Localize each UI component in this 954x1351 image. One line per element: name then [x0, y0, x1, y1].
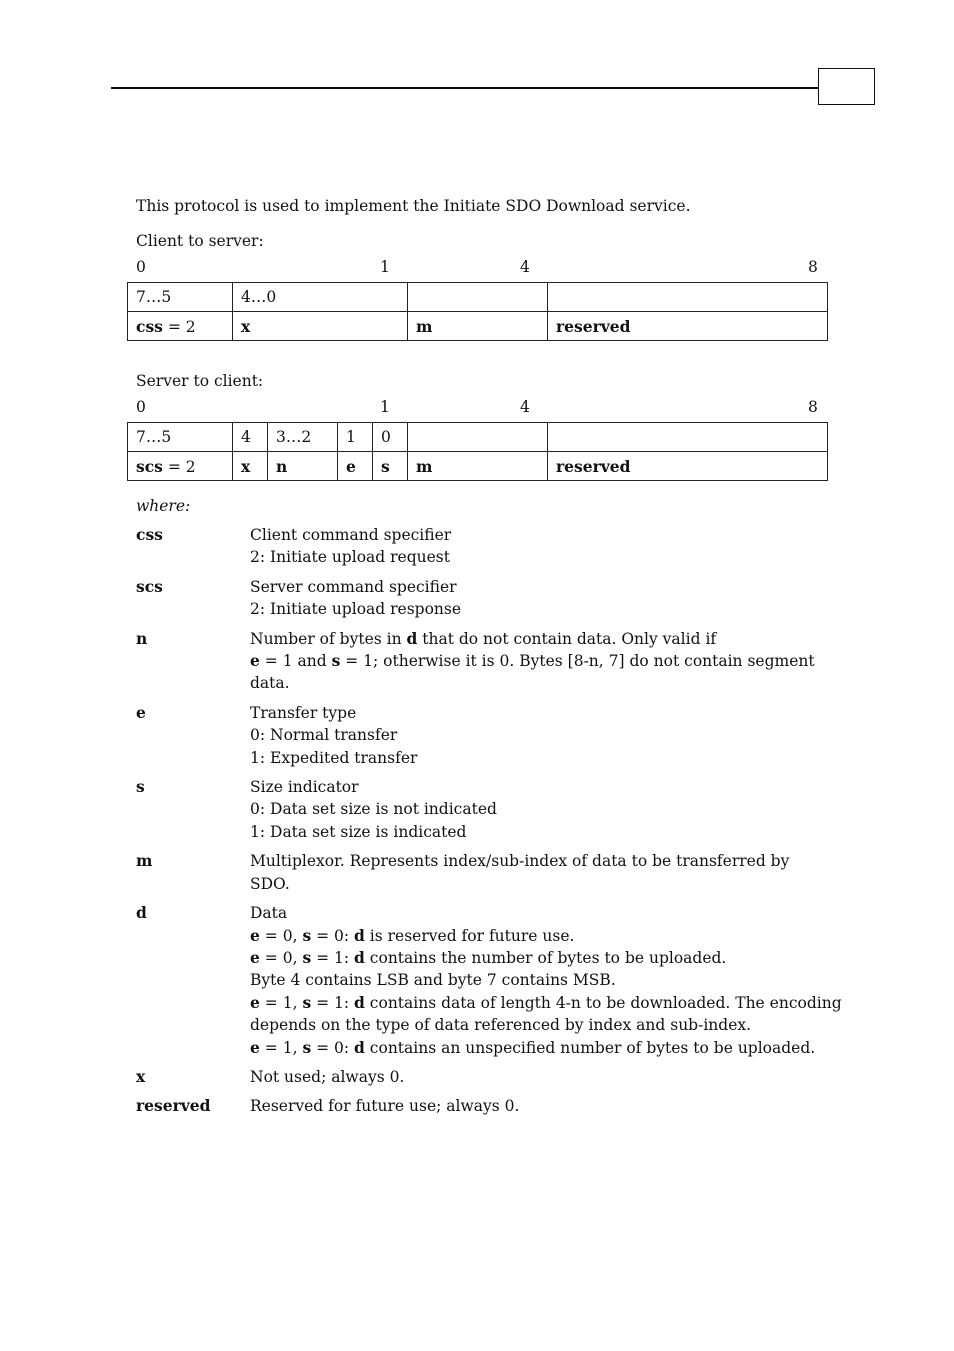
server-byte-1: 1: [380, 398, 390, 416]
definition-body: [250, 1095, 826, 1117]
symbol-text: s: [302, 1037, 312, 1057]
intro-text: This protocol is used to implement the Initiate SDO Download service.: [136, 197, 691, 215]
definition-line: [250, 546, 826, 568]
cell: 7…5: [128, 283, 233, 312]
server-byte-8: 8: [808, 398, 818, 416]
field-m: m: [416, 316, 433, 336]
definition-row: [136, 1066, 826, 1088]
definition-body: [250, 850, 826, 895]
description-text: that do not contain data. Only valid if: [417, 629, 717, 648]
symbol-text: e: [250, 947, 260, 967]
cell: 4: [233, 423, 268, 452]
definition-line: [250, 576, 826, 598]
cell: [128, 452, 233, 481]
definition-row: [136, 702, 826, 769]
client-byte-4: 4: [520, 258, 530, 276]
symbol-text: e: [250, 925, 260, 945]
definition-term: n: [136, 628, 148, 648]
description-text: Client command specifier: [250, 526, 452, 544]
description-text: contains the number of bytes to be uploaded.: [364, 948, 727, 967]
description-text: 1: Expedited transfer: [250, 748, 418, 767]
cell: [548, 452, 828, 481]
cell: 3…2: [268, 423, 338, 452]
field-x: x: [241, 316, 251, 336]
definition-term: scs: [136, 576, 163, 596]
description-text: Data: [250, 904, 288, 923]
definition-line: [250, 798, 826, 820]
definition-body: [250, 1066, 826, 1088]
server-bit-row: [128, 423, 828, 452]
cell: [338, 452, 373, 481]
description-text: = 0:: [311, 926, 355, 945]
definition-row: [136, 576, 826, 621]
symbol-text: e: [250, 992, 260, 1012]
cell: 0: [373, 423, 408, 452]
description-text: Reserved for future use; always 0.: [250, 1097, 520, 1116]
definition-line: [250, 672, 826, 694]
description-text: contains an unspecified number of bytes to be uploaded.: [364, 1038, 816, 1057]
cell: [408, 423, 548, 452]
cell: [408, 452, 548, 481]
definition-term: css: [136, 525, 163, 544]
definition-term: d: [136, 903, 147, 923]
definition-body: [250, 902, 842, 1059]
definition-line: [250, 850, 826, 872]
field-reserved: reserved: [556, 456, 631, 476]
client-bit-row: [128, 283, 828, 312]
description-text: SDO.: [250, 874, 290, 893]
field-n: n: [276, 456, 288, 476]
definition-line: [250, 947, 842, 969]
definition-row: [136, 902, 842, 1059]
symbol-text: s: [331, 651, 341, 671]
cell: [373, 452, 408, 481]
field-x: x: [241, 456, 251, 476]
cell: 1: [338, 423, 373, 452]
field-css: css: [136, 316, 163, 336]
definition-line: [250, 628, 826, 650]
cell: [233, 452, 268, 481]
definition-body: [250, 702, 826, 769]
definition-row: [136, 628, 826, 695]
definition-line: [250, 969, 842, 991]
client-field-row: [128, 312, 828, 341]
description-text: is reserved for future use.: [364, 926, 575, 945]
cell: [268, 452, 338, 481]
description-text: = 1; otherwise it is 0. Bytes [8-n, 7] do not contain segment: [340, 652, 815, 671]
definition-line: [250, 873, 826, 895]
description-text: = 1 and: [259, 652, 332, 671]
definition-line: [250, 776, 826, 798]
description-text: = 0,: [259, 926, 303, 945]
definition-row: [136, 524, 826, 569]
cell: 4…0: [233, 283, 408, 312]
description-text: 0: Data set size is not indicated: [250, 800, 497, 819]
definition-body: [250, 776, 826, 843]
symbol-text: e: [250, 651, 260, 671]
definition-body: [250, 524, 826, 569]
client-frame-table: [127, 282, 828, 341]
client-byte-1: 1: [380, 258, 390, 276]
where-label: where:: [136, 497, 191, 515]
description-text: = 0,: [259, 948, 303, 967]
definition-line: [250, 1014, 842, 1036]
description-text: data.: [250, 674, 290, 693]
description-text: = 0:: [311, 1038, 355, 1057]
client-byte-0: 0: [136, 258, 146, 276]
definition-term: e: [136, 702, 146, 722]
definition-line: [250, 1066, 826, 1088]
definition-term: reserved: [136, 1096, 211, 1116]
definition-line: [250, 650, 826, 672]
symbol-text: s: [302, 992, 312, 1012]
description-text: Server command specifier: [250, 577, 457, 596]
cell: [233, 312, 408, 341]
definition-line: [250, 992, 842, 1014]
description-text: 2: Initiate upload response: [250, 600, 462, 619]
field-e: e: [346, 456, 356, 476]
symbol-text: d: [354, 947, 365, 967]
description-text: = 1:: [311, 993, 355, 1012]
symbol-text: e: [250, 1037, 260, 1057]
definition-row: [136, 850, 826, 895]
description-text: Size indicator: [250, 778, 359, 797]
definition-body: [250, 576, 826, 621]
description-text: Number of bytes in: [250, 629, 407, 648]
field-scs: scs: [136, 456, 163, 476]
client-byte-8: 8: [808, 258, 818, 276]
definition-line: [250, 1037, 842, 1059]
page-number-box: [818, 68, 875, 105]
symbol-text: s: [302, 947, 312, 967]
symbol-text: s: [302, 925, 312, 945]
cell: [548, 312, 828, 341]
definition-line: [250, 902, 842, 924]
header-rule: [111, 87, 819, 89]
cell: 7…5: [128, 423, 233, 452]
description-text: depends on the type of data referenced by index and sub-index.: [250, 1016, 752, 1035]
definition-term: s: [136, 777, 145, 797]
definition-line: [250, 1095, 826, 1117]
definitions-list: [136, 524, 842, 1125]
description-text: Byte 4 contains LSB and byte 7 contains MSB.: [250, 971, 616, 990]
definition-line: [250, 524, 826, 546]
server-to-client-label: Server to client:: [136, 372, 264, 390]
definition-line: [250, 598, 826, 620]
description-text: = 1,: [259, 1038, 303, 1057]
definition-row: [136, 1095, 826, 1117]
definition-body: [250, 628, 826, 695]
description-text: = 1:: [311, 948, 355, 967]
definition-line: [250, 724, 826, 746]
definition-line: [250, 821, 826, 843]
symbol-text: d: [354, 925, 365, 945]
definition-term: m: [136, 851, 153, 871]
server-byte-0: 0: [136, 398, 146, 416]
description-text: 0: Normal transfer: [250, 726, 398, 745]
cell: [548, 283, 828, 312]
definition-line: [250, 925, 842, 947]
description-text: 1: Data set size is indicated: [250, 822, 467, 841]
client-to-server-label: Client to server:: [136, 232, 264, 250]
definition-line: [250, 702, 826, 724]
cell: [408, 283, 548, 312]
field-css-value: = 2: [162, 317, 196, 336]
description-text: 2: Initiate upload request: [250, 548, 450, 567]
cell: [548, 423, 828, 452]
server-frame-table: [127, 422, 828, 481]
field-scs-value: = 2: [162, 457, 196, 476]
server-byte-4: 4: [520, 398, 530, 416]
description-text: Not used; always 0.: [250, 1067, 405, 1086]
symbol-text: d: [354, 992, 365, 1012]
definition-term: x: [136, 1066, 146, 1086]
description-text: contains data of length 4-n to be downloaded. The encoding: [364, 993, 842, 1012]
symbol-text: d: [406, 628, 418, 648]
description-text: Multiplexor. Represents index/sub-index of data to be transferred by: [250, 852, 790, 871]
symbol-text: d: [354, 1037, 365, 1057]
field-m: m: [416, 456, 433, 476]
description-text: = 1,: [259, 993, 303, 1012]
definition-line: [250, 747, 826, 769]
field-s: s: [381, 456, 390, 476]
cell: [408, 312, 548, 341]
server-field-row: [128, 452, 828, 481]
field-reserved: reserved: [556, 316, 631, 336]
description-text: Transfer type: [250, 703, 357, 722]
cell: [128, 312, 233, 341]
definition-row: [136, 776, 826, 843]
